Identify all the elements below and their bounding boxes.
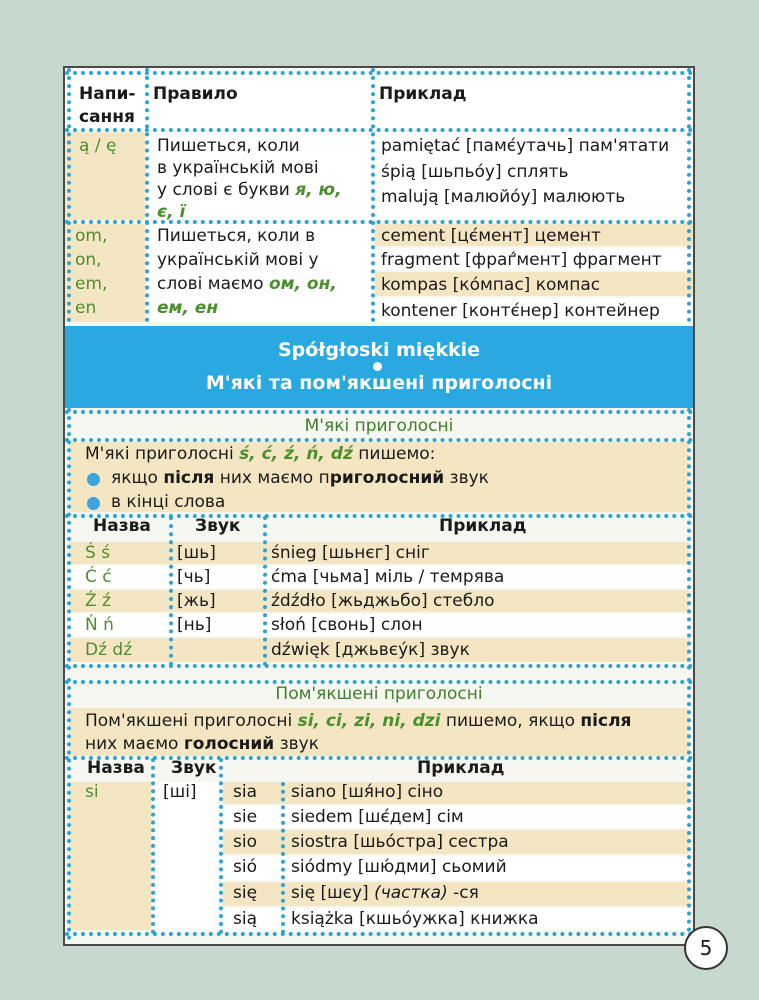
row2-example-2: fragment [фраґ́мент] фрагмент (381, 250, 662, 270)
header-napy: Напи- (79, 84, 136, 104)
bullet-icon (87, 473, 100, 486)
divider (145, 68, 149, 322)
section-banner (65, 326, 693, 408)
divider (65, 71, 693, 75)
soft-row-sound: [жь] (177, 591, 216, 611)
softened-intro-line2: них маємо голосний звук (85, 734, 319, 754)
row2-example-3: kompas [ко́мпас] компас (381, 275, 601, 295)
row1-example-1: pamiętać [памє́утачь] пам'ятати (381, 136, 670, 156)
page-number: 5 (684, 926, 728, 970)
divider (65, 664, 693, 668)
row1-rule-line3: у слові є букви я, ю, (157, 180, 342, 200)
soft-row-sound: [чь] (177, 567, 211, 587)
softened-name: si (85, 782, 99, 802)
divider (67, 68, 71, 322)
softened-sound: [ші] (163, 782, 197, 802)
soft-row-sound: [шь] (177, 543, 216, 563)
divider (371, 68, 375, 322)
soft-row-name: Ń ń (85, 615, 114, 635)
softened-example: książka [кшьо́ужка] книжка (291, 909, 539, 929)
soft-row-name: Ć ć (85, 567, 112, 587)
row1-rule-letters2: є, ї (157, 202, 186, 222)
divider (65, 514, 693, 518)
row1-example-2: śpią [шьпьо́у] сплять (381, 162, 569, 182)
soft-bullet-2: в кінці слова (111, 492, 226, 512)
soft-subtitle: М'які приголосні (304, 416, 454, 436)
soft-row-name: Ź ź (85, 591, 111, 611)
row2-letter-om: om, (75, 226, 108, 246)
row2-letter-on: on, (75, 250, 102, 270)
row2-letter-em: em, (75, 274, 108, 294)
divider (687, 68, 691, 322)
row2-letter-en: en (75, 298, 97, 318)
soft-row-sound: [нь] (177, 615, 212, 635)
divider (65, 410, 693, 414)
divider (65, 756, 693, 760)
divider (65, 220, 693, 224)
row1-rule-line1: Пишеться, коли (157, 136, 300, 156)
softened-example: siostra [шьо́стра] сестра (291, 832, 509, 852)
softened-combo: sio (233, 832, 257, 852)
row2-rule-line3: слові маємо ом, он, (157, 274, 337, 294)
softened-sound-cell (155, 782, 219, 930)
row2-rule-line2: українській мові у (157, 250, 319, 270)
softened-header-sound: Звук (171, 758, 217, 778)
divider (65, 932, 693, 936)
divider (67, 408, 71, 670)
row2-rule-letters2: ем, ен (157, 298, 219, 318)
softened-name-cell (69, 782, 151, 930)
soft-header-sound: Звук (195, 516, 241, 536)
soft-row-name: Dź dź (85, 640, 133, 660)
divider (219, 758, 223, 934)
banner-title-ukrainian: М'які та пом'якшені приголосні (205, 372, 553, 394)
divider (687, 408, 691, 670)
divider (281, 782, 285, 934)
header-rule: Правило (153, 84, 238, 104)
softened-header-example: Приклад (417, 758, 505, 778)
divider (263, 516, 267, 666)
row2-example-1: cement [цє́мент] цемент (381, 226, 601, 246)
row1-example-3: malują [малюйо́у] малюють (381, 187, 626, 207)
softened-example: się [шєу] (частка) -ся (291, 883, 479, 903)
softened-combo: sie (233, 807, 258, 827)
divider (169, 516, 173, 666)
header-example: Приклад (379, 84, 467, 104)
soft-header-name: Назва (93, 516, 151, 536)
softened-combo: sią (233, 909, 257, 929)
softened-combo: sia (233, 782, 257, 802)
soft-row-example: źdźdło [жьджьбо] стебло (271, 591, 495, 611)
soft-row-name: Ś ś (85, 543, 111, 563)
softened-intro-line1: Пом'якшені приголосні si, ci, zi, ni, dzi пишемо, якщо після (85, 711, 632, 731)
soft-row-example: śnieg [шьнєг] сніг (271, 543, 430, 563)
softened-example: siódmy [шю́дми] сьомий (291, 857, 507, 877)
softened-combo: sió (233, 857, 257, 877)
softened-combo: się (233, 883, 258, 903)
softened-example: siano [шя́но] сіно (291, 782, 444, 802)
softened-subtitle: Пом'якшені приголосні (275, 684, 483, 704)
banner-title-polish: Spółgłoski miękkie (277, 339, 481, 361)
softened-example: siedem [шє́дем] сім (291, 807, 464, 827)
divider (151, 758, 155, 934)
row1-letters: ą / ę (79, 136, 117, 156)
softened-header-name: Назва (87, 758, 145, 778)
row1-rule-line2: в українській мові (157, 158, 319, 178)
row2-example-4: kontener [контє́нер] контейнер (381, 301, 660, 321)
soft-bullet-1: якщо після них маємо приголосний звук (111, 468, 489, 488)
divider (65, 128, 693, 132)
soft-header-example: Приклад (439, 516, 527, 536)
row2-rule-line1: Пишеться, коли в (157, 226, 316, 246)
soft-row-example: słoń [свонь] слон (271, 615, 423, 635)
divider (67, 678, 71, 940)
soft-row-example: ćma [чьма] міль / темрява (271, 567, 505, 587)
page-frame (63, 66, 695, 946)
header-sannya: сання (79, 107, 135, 127)
soft-row-example: dźwięk [джьвєу́к] звук (271, 640, 470, 660)
soft-intro: М'які приголосні ś, ć, ź, ń, dź пишемо: (85, 444, 436, 464)
bullet-icon (87, 497, 100, 510)
divider (687, 678, 691, 940)
